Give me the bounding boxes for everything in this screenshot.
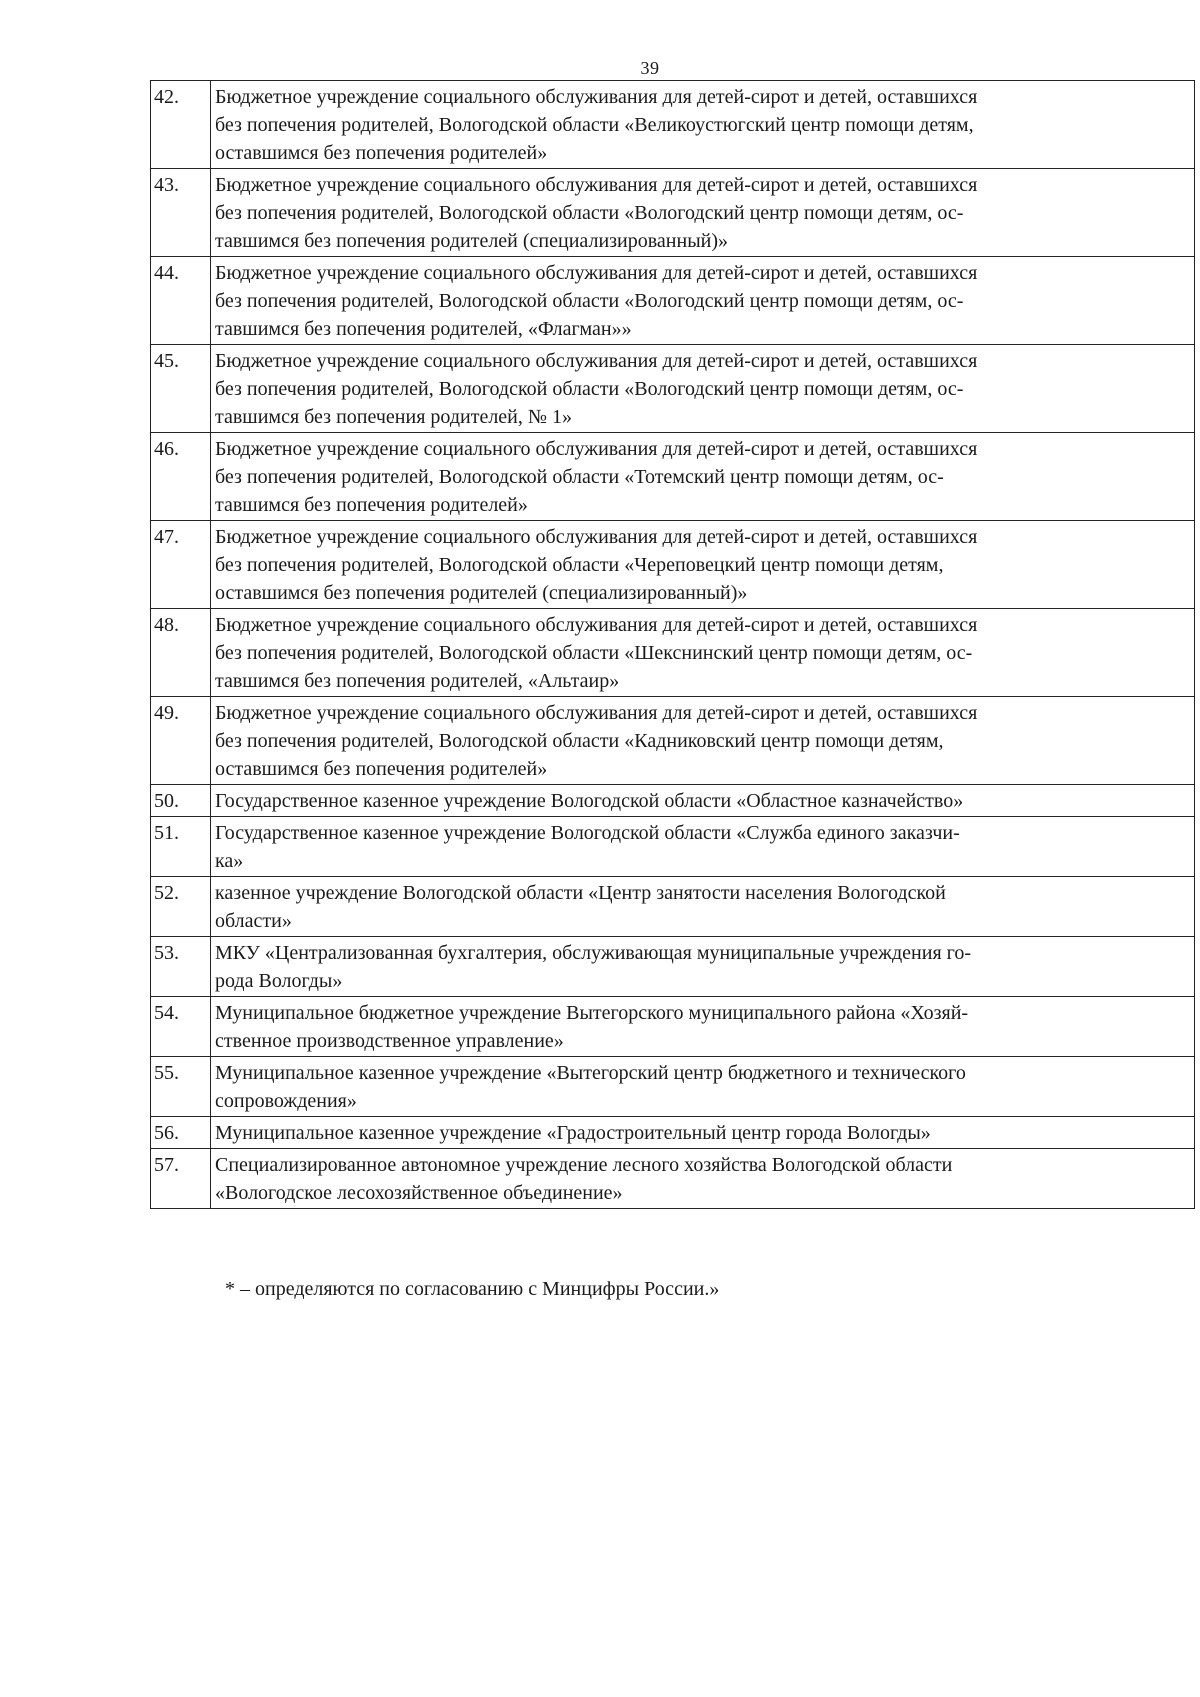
institution-name-line: Бюджетное учреждение социального обслуживания для детей-сирот и детей, оставшихся [215,526,978,548]
institution-name [211,877,1195,937]
institution-name-line: рода Вологды» [215,970,343,992]
institution-name-line: области» [215,910,292,932]
institution-name [211,785,1195,817]
institution-name-line: оставшимся без попечения родителей» [215,758,548,780]
row-number: 54. [151,997,211,1057]
table-row [151,257,1195,345]
institution-name-line: тавшимся без попечения родителей, «Флагман»» [215,318,632,340]
row-number: 50. [151,785,211,817]
institution-name [211,521,1195,609]
institution-name-line: Бюджетное учреждение социального обслуживания для детей-сирот и детей, оставшихся [215,702,978,724]
institution-name-line: МКУ «Централизованная бухгалтерия, обслуживающая муниципальные учреждения го- [215,942,972,964]
footnote: * – определяются по согласованию с Минцифры России.» [225,1278,720,1300]
institution-name-line: Муниципальное казенное учреждение «Градостроительный центр города Вологды» [215,1122,931,1144]
institution-name-line: Бюджетное учреждение социального обслуживания для детей-сирот и детей, оставшихся [215,174,978,196]
institution-name-line: без попечения родителей, Вологодской области «Тотемский центр помощи детям, ос- [215,466,944,488]
page-number: 39 [640,58,660,78]
row-number: 56. [151,1117,211,1149]
institution-name-line: без попечения родителей, Вологодской области «Шекснинский центр помощи детям, ос- [215,642,973,664]
institution-name-line: Государственное казенное учреждение Вологодской области «Областное казначейство» [215,790,964,812]
institution-name [211,1117,1195,1149]
institution-name [211,1057,1195,1117]
institution-name-line: без попечения родителей, Вологодской области «Вологодский центр помощи детям, ос- [215,378,964,400]
row-number: 47. [151,521,211,609]
institution-name [211,817,1195,877]
institution-name-line: сопровождения» [215,1090,357,1112]
institution-name [211,609,1195,697]
row-number: 52. [151,877,211,937]
row-number: 57. [151,1149,211,1209]
institution-name-line: ка» [215,850,244,872]
table-row [151,997,1195,1057]
institution-name-line: Бюджетное учреждение социального обслуживания для детей-сирот и детей, оставшихся [215,614,978,636]
row-number: 45. [151,345,211,433]
institution-name-line: без попечения родителей, Вологодской области «Вологодский центр помощи детям, ос- [215,290,964,312]
institution-name-line: «Вологодское лесохозяйственное объединение» [215,1182,623,1204]
institution-name [211,1149,1195,1209]
table-row [151,433,1195,521]
institution-name-line: ственное производственное управление» [215,1030,564,1052]
institution-name-line: Бюджетное учреждение социального обслуживания для детей-сирот и детей, оставшихся [215,438,978,460]
institution-name-line: Бюджетное учреждение социального обслуживания для детей-сирот и детей, оставшихся [215,262,978,284]
row-number: 42. [151,81,211,169]
institution-name-line: тавшимся без попечения родителей, «Альтаир» [215,670,620,692]
table-row [151,345,1195,433]
institution-name-line: Государственное казенное учреждение Вологодской области «Служба единого заказчи- [215,822,960,844]
institution-name-line: без попечения родителей, Вологодской области «Вологодский центр помощи детям, ос- [215,202,964,224]
row-number: 53. [151,937,211,997]
institution-name-line: Бюджетное учреждение социального обслуживания для детей-сирот и детей, оставшихся [215,86,978,108]
table-row [151,1149,1195,1209]
table-row [151,609,1195,697]
institution-name [211,81,1195,169]
institution-name-line: Муниципальное бюджетное учреждение Вытегорского муниципального района «Хозяй- [215,1002,969,1024]
table-row [151,785,1195,817]
institution-name [211,257,1195,345]
institution-name-line: оставшимся без попечения родителей (специализированный)» [215,582,748,604]
table-row [151,521,1195,609]
institution-name-line: тавшимся без попечения родителей» [215,494,528,516]
row-number: 43. [151,169,211,257]
institution-name-line: оставшимся без попечения родителей» [215,142,548,164]
institution-name-line: без попечения родителей, Вологодской области «Череповецкий центр помощи детям, [215,554,944,576]
row-number: 51. [151,817,211,877]
institution-name-line: без попечения родителей, Вологодской области «Кадниковский центр помощи детям, [215,730,944,752]
table-row [151,697,1195,785]
table-row [151,877,1195,937]
institution-name [211,169,1195,257]
institution-name-line: без попечения родителей, Вологодской области «Великоустюгский центр помощи детям, [215,114,974,136]
institution-name [211,697,1195,785]
row-number: 46. [151,433,211,521]
institution-name [211,937,1195,997]
institution-name-line: Муниципальное казенное учреждение «Вытегорский центр бюджетного и технического [215,1062,966,1084]
table-row [151,1117,1195,1149]
table-row [151,81,1195,169]
institution-name-line: тавшимся без попечения родителей (специализированный)» [215,230,729,252]
institution-name-line: тавшимся без попечения родителей, № 1» [215,406,572,428]
row-number: 44. [151,257,211,345]
institution-name-line: Специализированное автономное учреждение лесного хозяйства Вологодской области [215,1154,953,1176]
table-row [151,817,1195,877]
institution-name-line: казенное учреждение Вологодской области «Центр занятости населения Вологодской [215,882,946,904]
institution-name [211,345,1195,433]
row-number: 48. [151,609,211,697]
table-body [151,81,1195,1209]
institution-name [211,997,1195,1057]
row-number: 55. [151,1057,211,1117]
institution-name [211,433,1195,521]
row-number: 49. [151,697,211,785]
table-row [151,169,1195,257]
institution-name-line: Бюджетное учреждение социального обслуживания для детей-сирот и детей, оставшихся [215,350,978,372]
table-row [151,937,1195,997]
institutions-table [150,80,1195,1209]
table-row [151,1057,1195,1117]
